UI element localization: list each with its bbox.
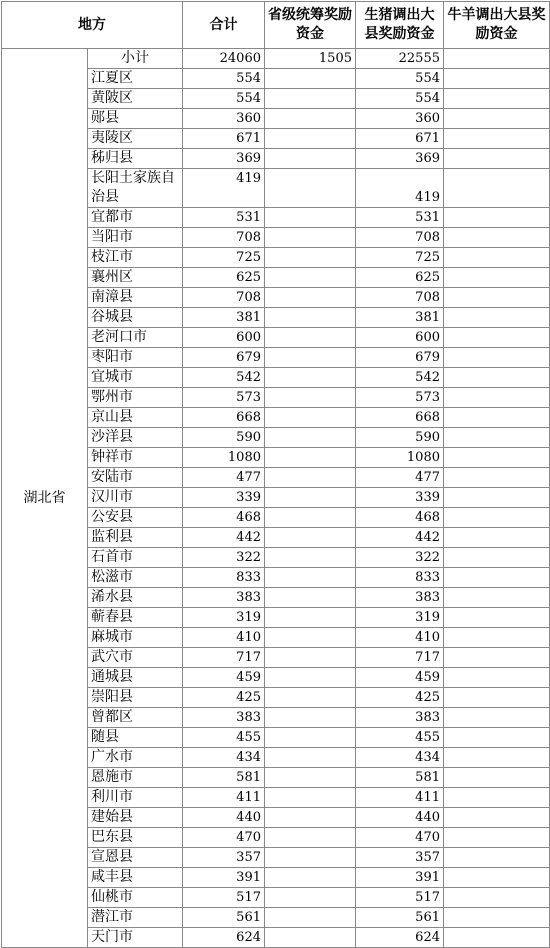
district-cattle	[444, 668, 550, 688]
district-pig: 1080	[356, 448, 444, 468]
district-cattle	[444, 868, 550, 888]
district-pig: 668	[356, 408, 444, 428]
district-pig: 383	[356, 708, 444, 728]
district-cattle	[444, 848, 550, 868]
district-pig: 411	[356, 788, 444, 808]
district-name: 枣阳市	[88, 348, 183, 368]
district-name: 汉川市	[88, 488, 183, 508]
district-provincial	[265, 888, 356, 908]
district-cattle	[444, 89, 550, 109]
district-total: 624	[183, 928, 265, 948]
district-cattle	[444, 508, 550, 528]
district-name: 武穴市	[88, 648, 183, 668]
district-provincial	[265, 348, 356, 368]
district-total: 425	[183, 688, 265, 708]
district-pig: 625	[356, 268, 444, 288]
district-total: 531	[183, 208, 265, 228]
district-provincial	[265, 308, 356, 328]
district-pig: 554	[356, 89, 444, 109]
district-name: 安陆市	[88, 468, 183, 488]
header-cattle: 牛羊调出大县奖励资金	[444, 2, 550, 49]
district-pig: 322	[356, 548, 444, 568]
district-provincial	[265, 768, 356, 788]
district-provincial	[265, 109, 356, 129]
district-pig: 708	[356, 288, 444, 308]
district-provincial	[265, 828, 356, 848]
header-total: 合计	[183, 2, 265, 49]
district-provincial	[265, 568, 356, 588]
header-region: 地方	[2, 2, 183, 49]
district-name: 崇阳县	[88, 688, 183, 708]
district-provincial	[265, 208, 356, 228]
district-cattle	[444, 149, 550, 169]
district-pig: 590	[356, 428, 444, 448]
district-provincial	[265, 488, 356, 508]
district-total: 679	[183, 348, 265, 368]
district-total: 554	[183, 69, 265, 89]
district-pig: 339	[356, 488, 444, 508]
header-row	[2, 2, 550, 49]
province-cell: 湖北省	[2, 49, 88, 948]
district-name: 监利县	[88, 528, 183, 548]
district-total: 590	[183, 428, 265, 448]
district-cattle	[444, 528, 550, 548]
district-cattle	[444, 908, 550, 928]
district-pig: 455	[356, 728, 444, 748]
district-provincial	[265, 868, 356, 888]
funding-table	[1, 1, 550, 948]
district-pig: 410	[356, 628, 444, 648]
district-pig: 381	[356, 308, 444, 328]
district-provincial	[265, 228, 356, 248]
district-total: 708	[183, 288, 265, 308]
district-total: 434	[183, 748, 265, 768]
district-name: 宜都市	[88, 208, 183, 228]
district-name: 谷城县	[88, 308, 183, 328]
district-pig: 573	[356, 388, 444, 408]
subtotal-total: 24060	[183, 49, 265, 69]
district-pig: 425	[356, 688, 444, 708]
district-total: 554	[183, 89, 265, 109]
district-total: 410	[183, 628, 265, 648]
subtotal-label: 小计	[88, 49, 183, 69]
subtotal-row	[2, 49, 550, 69]
district-cattle	[444, 648, 550, 668]
district-name: 黄陂区	[88, 89, 183, 109]
district-total: 1080	[183, 448, 265, 468]
district-provincial	[265, 688, 356, 708]
district-total: 455	[183, 728, 265, 748]
district-cattle	[444, 248, 550, 268]
district-provincial	[265, 788, 356, 808]
district-name: 蕲春县	[88, 608, 183, 628]
district-provincial	[265, 848, 356, 868]
district-total: 339	[183, 488, 265, 508]
district-name: 京山县	[88, 408, 183, 428]
district-cattle	[444, 708, 550, 728]
district-total: 573	[183, 388, 265, 408]
district-pig: 470	[356, 828, 444, 848]
district-name: 公安县	[88, 508, 183, 528]
district-total: 322	[183, 548, 265, 568]
district-cattle	[444, 888, 550, 908]
district-total: 542	[183, 368, 265, 388]
district-total: 391	[183, 868, 265, 888]
district-pig: 554	[356, 69, 444, 89]
district-pig: 442	[356, 528, 444, 548]
district-name: 宜城市	[88, 368, 183, 388]
header-provincial: 省级统筹奖励资金	[265, 2, 356, 49]
district-cattle	[444, 828, 550, 848]
district-cattle	[444, 288, 550, 308]
district-cattle	[444, 129, 550, 149]
district-pig: 624	[356, 928, 444, 948]
district-total: 671	[183, 129, 265, 149]
district-cattle	[444, 428, 550, 448]
district-provincial	[265, 288, 356, 308]
district-provincial	[265, 648, 356, 668]
district-total: 668	[183, 408, 265, 428]
district-total: 369	[183, 149, 265, 169]
district-provincial	[265, 528, 356, 548]
district-cattle	[444, 468, 550, 488]
district-cattle	[444, 548, 550, 568]
district-cattle	[444, 808, 550, 828]
district-provincial	[265, 668, 356, 688]
district-total: 725	[183, 248, 265, 268]
district-name: 襄州区	[88, 268, 183, 288]
district-name: 南漳县	[88, 288, 183, 308]
district-total: 419	[183, 169, 265, 208]
district-total: 708	[183, 228, 265, 248]
district-name: 松滋市	[88, 568, 183, 588]
district-provincial	[265, 468, 356, 488]
district-name: 郧县	[88, 109, 183, 129]
district-cattle	[444, 228, 550, 248]
district-name: 随县	[88, 728, 183, 748]
district-provincial	[265, 728, 356, 748]
district-cattle	[444, 268, 550, 288]
district-provincial	[265, 408, 356, 428]
subtotal-pig: 22555	[356, 49, 444, 69]
district-cattle	[444, 588, 550, 608]
district-name: 当阳市	[88, 228, 183, 248]
district-pig: 440	[356, 808, 444, 828]
district-provincial	[265, 248, 356, 268]
district-cattle	[444, 688, 550, 708]
district-pig: 360	[356, 109, 444, 129]
district-provincial	[265, 548, 356, 568]
district-pig: 531	[356, 208, 444, 228]
district-cattle	[444, 488, 550, 508]
district-name: 江夏区	[88, 69, 183, 89]
district-pig: 468	[356, 508, 444, 528]
district-cattle	[444, 368, 550, 388]
district-pig: 708	[356, 228, 444, 248]
district-provincial	[265, 428, 356, 448]
district-pig: 725	[356, 248, 444, 268]
district-cattle	[444, 328, 550, 348]
district-pig: 319	[356, 608, 444, 628]
district-provincial	[265, 448, 356, 468]
district-pig: 833	[356, 568, 444, 588]
district-total: 477	[183, 468, 265, 488]
district-pig: 679	[356, 348, 444, 368]
district-provincial	[265, 368, 356, 388]
district-total: 442	[183, 528, 265, 548]
district-cattle	[444, 208, 550, 228]
district-name: 鄂州市	[88, 388, 183, 408]
district-cattle	[444, 348, 550, 368]
district-provincial	[265, 388, 356, 408]
district-provincial	[265, 628, 356, 648]
district-provincial	[265, 588, 356, 608]
district-name: 石首市	[88, 548, 183, 568]
district-pig: 600	[356, 328, 444, 348]
district-provincial	[265, 808, 356, 828]
district-name: 秭归县	[88, 149, 183, 169]
district-name: 天门市	[88, 928, 183, 948]
district-name: 麻城市	[88, 628, 183, 648]
district-cattle	[444, 628, 550, 648]
district-total: 360	[183, 109, 265, 129]
district-total: 319	[183, 608, 265, 628]
district-pig: 383	[356, 588, 444, 608]
district-cattle	[444, 169, 550, 208]
district-name: 广水市	[88, 748, 183, 768]
district-pig: 561	[356, 908, 444, 928]
district-total: 600	[183, 328, 265, 348]
district-total: 517	[183, 888, 265, 908]
district-cattle	[444, 768, 550, 788]
district-pig: 517	[356, 888, 444, 908]
district-name: 长阳土家族自治县	[88, 169, 183, 208]
district-name: 巴东县	[88, 828, 183, 848]
district-name: 枝江市	[88, 248, 183, 268]
district-total: 383	[183, 588, 265, 608]
subtotal-provincial: 1505	[265, 49, 356, 69]
district-total: 625	[183, 268, 265, 288]
district-name: 浠水县	[88, 588, 183, 608]
district-cattle	[444, 69, 550, 89]
district-provincial	[265, 69, 356, 89]
district-name: 恩施市	[88, 768, 183, 788]
district-provincial	[265, 608, 356, 628]
district-pig: 369	[356, 149, 444, 169]
district-pig: 477	[356, 468, 444, 488]
district-pig: 357	[356, 848, 444, 868]
district-provincial	[265, 129, 356, 149]
district-cattle	[444, 728, 550, 748]
district-total: 833	[183, 568, 265, 588]
district-total: 383	[183, 708, 265, 728]
district-pig: 419	[356, 169, 444, 208]
district-cattle	[444, 608, 550, 628]
district-pig: 671	[356, 129, 444, 149]
district-cattle	[444, 788, 550, 808]
district-name: 老河口市	[88, 328, 183, 348]
district-name: 沙洋县	[88, 428, 183, 448]
district-name: 潜江市	[88, 908, 183, 928]
district-provincial	[265, 708, 356, 728]
header-pig: 生猪调出大县奖励资金	[356, 2, 444, 49]
district-name: 夷陵区	[88, 129, 183, 149]
district-provincial	[265, 149, 356, 169]
district-total: 581	[183, 768, 265, 788]
district-pig: 581	[356, 768, 444, 788]
district-name: 利川市	[88, 788, 183, 808]
district-total: 440	[183, 808, 265, 828]
district-name: 宣恩县	[88, 848, 183, 868]
district-cattle	[444, 448, 550, 468]
district-total: 357	[183, 848, 265, 868]
district-provincial	[265, 169, 356, 208]
district-cattle	[444, 109, 550, 129]
district-name: 通城县	[88, 668, 183, 688]
district-provincial	[265, 89, 356, 109]
subtotal-cattle	[444, 49, 550, 69]
district-cattle	[444, 748, 550, 768]
district-pig: 391	[356, 868, 444, 888]
district-pig: 434	[356, 748, 444, 768]
district-provincial	[265, 748, 356, 768]
district-total: 468	[183, 508, 265, 528]
district-provincial	[265, 508, 356, 528]
district-name: 仙桃市	[88, 888, 183, 908]
district-name: 曾都区	[88, 708, 183, 728]
district-name: 建始县	[88, 808, 183, 828]
district-total: 411	[183, 788, 265, 808]
district-total: 470	[183, 828, 265, 848]
district-cattle	[444, 568, 550, 588]
district-cattle	[444, 308, 550, 328]
district-pig: 717	[356, 648, 444, 668]
district-total: 717	[183, 648, 265, 668]
district-total: 561	[183, 908, 265, 928]
district-total: 459	[183, 668, 265, 688]
district-provincial	[265, 908, 356, 928]
district-pig: 459	[356, 668, 444, 688]
district-cattle	[444, 408, 550, 428]
district-pig: 542	[356, 368, 444, 388]
district-provincial	[265, 268, 356, 288]
table-body	[2, 49, 550, 948]
district-name: 钟祥市	[88, 448, 183, 468]
district-provincial	[265, 328, 356, 348]
district-name: 咸丰县	[88, 868, 183, 888]
district-total: 381	[183, 308, 265, 328]
district-cattle	[444, 388, 550, 408]
